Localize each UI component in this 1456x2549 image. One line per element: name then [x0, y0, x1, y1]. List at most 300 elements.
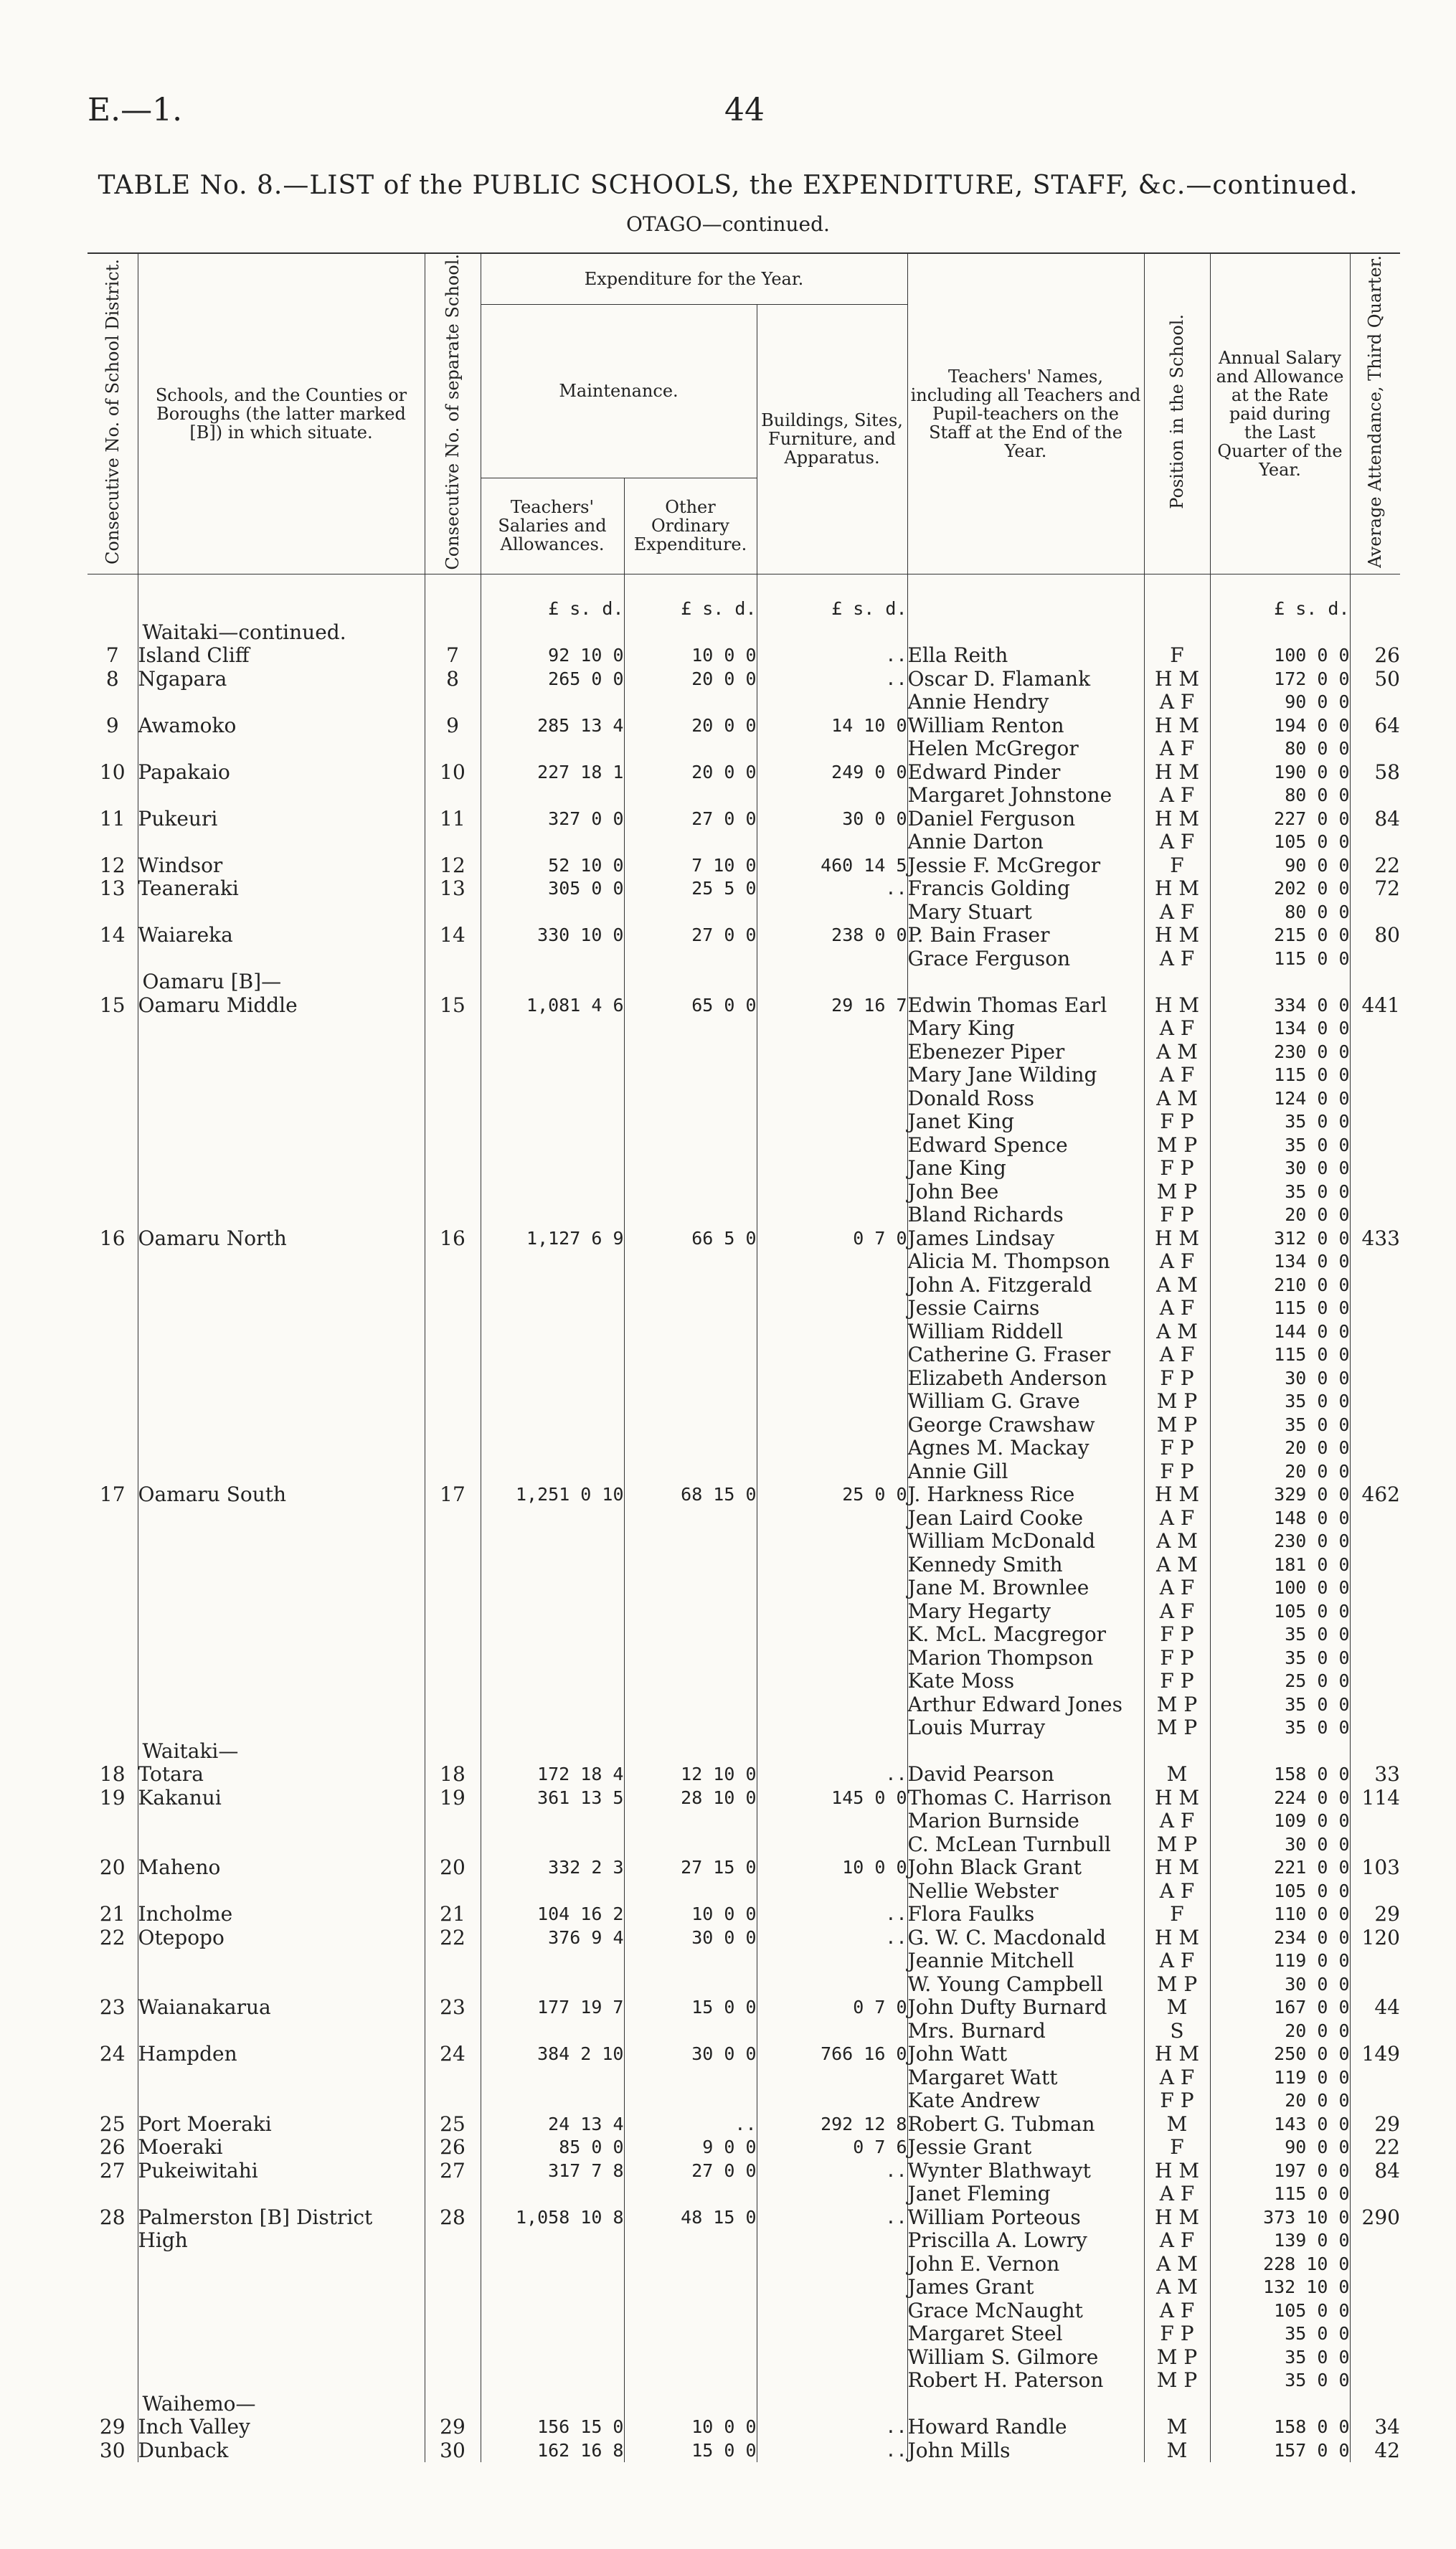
teacher-position: A F: [1144, 901, 1210, 924]
average-attendance: [1350, 1414, 1400, 1437]
table-title: TABLE No. 8.—LIST of the PUBLIC SCHOOLS, the EXPENDITURE, STAFF, &c.—continued.: [98, 171, 1358, 200]
district-number: [88, 1414, 138, 1437]
buildings-expenditure: [757, 831, 907, 854]
teacher-position: H M: [1144, 714, 1210, 738]
district-number: 7: [105, 643, 119, 668]
teachers-salaries: [481, 2393, 624, 2416]
annual-salary: 35 0 0: [1210, 1647, 1350, 1670]
annual-salary: 109 0 0: [1210, 1810, 1350, 1833]
teacher-name: Jeannie Mitchell: [907, 1949, 1144, 1973]
other-expenditure: [624, 2393, 757, 2416]
district-number: [88, 2183, 138, 2206]
teachers-salaries: [481, 1297, 624, 1320]
average-attendance: [1350, 2066, 1400, 2090]
average-attendance: [1350, 2183, 1400, 2206]
teacher-position: H M: [1144, 761, 1210, 785]
teachers-salaries: 227 18 1: [481, 761, 624, 785]
school-name: [138, 1064, 425, 1087]
group-heading-row: [88, 1740, 1400, 1764]
annual-salary: 158 0 0: [1210, 2416, 1350, 2439]
annual-salary: 90 0 0: [1210, 854, 1350, 878]
teacher-name: Mrs. Burnard: [907, 2020, 1144, 2043]
average-attendance: 64: [1350, 714, 1400, 738]
school-name: [138, 1576, 425, 1600]
group-heading-row: [88, 2393, 1400, 2416]
annual-salary: 100 0 0: [1210, 644, 1350, 668]
teacher-name: Mary Hegarty: [907, 1600, 1144, 1624]
teachers-salaries: 104 16 2: [481, 1903, 624, 1926]
school-name: [138, 1530, 425, 1553]
table-row: [88, 2089, 1400, 2113]
average-attendance: [1350, 2322, 1400, 2346]
school-name: Maheno: [138, 1856, 425, 1880]
district-number: [88, 2369, 138, 2393]
other-expenditure: [624, 1600, 757, 1624]
school-number: [425, 2322, 481, 2346]
school-number: [425, 1600, 481, 1624]
table-row: [88, 1973, 1400, 1997]
annual-salary: 20 0 0: [1210, 2089, 1350, 2113]
table-row: [88, 1623, 1400, 1647]
buildings-expenditure: [757, 737, 907, 761]
school-name: [138, 1716, 425, 1740]
annual-salary: 167 0 0: [1210, 1996, 1350, 2020]
group-heading-row: [88, 970, 1400, 994]
district-number: [88, 1157, 138, 1181]
annual-salary: 20 0 0: [1210, 2020, 1350, 2043]
school-name: Hampden: [138, 2043, 425, 2066]
teacher-position: F P: [1144, 2089, 1210, 2113]
table-row: [88, 2253, 1400, 2276]
district-number: 9: [105, 713, 119, 737]
other-expenditure: [624, 2253, 757, 2276]
school-number: [425, 1553, 481, 1577]
teacher-name: William McDonald: [907, 1530, 1144, 1553]
district-number: [88, 1553, 138, 1577]
other-expenditure: [624, 1530, 757, 1553]
school-number: [425, 2089, 481, 2113]
teacher-name: Janet King: [907, 1110, 1144, 1134]
teacher-name: Robert G. Tubman: [907, 2113, 1144, 2137]
group-heading: Oamaru [B]—: [138, 970, 425, 994]
district-number: [88, 1833, 138, 1857]
teachers-salaries: [481, 2276, 624, 2299]
table-row: [88, 1017, 1400, 1041]
district-number: [88, 1297, 138, 1320]
buildings-expenditure: [757, 2020, 907, 2043]
annual-salary: 105 0 0: [1210, 1600, 1350, 1624]
group-heading-row: [88, 621, 1400, 645]
average-attendance: [1350, 1320, 1400, 1344]
school-number: [425, 1343, 481, 1367]
annual-salary: 105 0 0: [1210, 831, 1350, 854]
teacher-position: F P: [1144, 1647, 1210, 1670]
table-row: [88, 1343, 1400, 1367]
other-expenditure: [624, 2089, 757, 2113]
annual-salary: 35 0 0: [1210, 2346, 1350, 2370]
teacher-name: [907, 621, 1144, 645]
buildings-expenditure: 0 7 6: [757, 2136, 907, 2160]
document-code: E.—1.: [88, 92, 183, 128]
district-number: [88, 1460, 138, 1484]
annual-salary: 234 0 0: [1210, 1926, 1350, 1950]
annual-salary: 115 0 0: [1210, 2183, 1350, 2206]
teachers-salaries: 1,058 10 8: [481, 2206, 624, 2230]
teachers-salaries: 92 10 0: [481, 644, 624, 668]
teacher-name: Elizabeth Anderson: [907, 1367, 1144, 1391]
teacher-name: Edward Pinder: [907, 761, 1144, 785]
teacher-name: Daniel Ferguson: [907, 808, 1144, 831]
teachers-salaries: 285 13 4: [481, 714, 624, 738]
teacher-name: Marion Burnside: [907, 1810, 1144, 1833]
buildings-expenditure: ..: [757, 2206, 907, 2230]
average-attendance: [1350, 1880, 1400, 1904]
buildings-expenditure: ..: [757, 1903, 907, 1926]
teachers-salaries: [481, 2183, 624, 2206]
school-number: [425, 2346, 481, 2370]
district-number: 26: [99, 2135, 126, 2160]
buildings-expenditure: 10 0 0: [757, 1856, 907, 1880]
annual-salary: 373 10 0: [1210, 2206, 1350, 2230]
teachers-salaries: [481, 1693, 624, 1717]
school-number: 28: [425, 2206, 481, 2230]
district-number: [88, 1530, 138, 1553]
teachers-salaries: 305 0 0: [481, 877, 624, 901]
teacher-position: H M: [1144, 877, 1210, 901]
other-expenditure: 27 0 0: [624, 808, 757, 831]
average-attendance: [1350, 831, 1400, 854]
buildings-expenditure: 238 0 0: [757, 924, 907, 947]
table-row: [88, 2136, 1400, 2160]
school-number: [425, 1157, 481, 1181]
school-name: High: [138, 2229, 425, 2253]
annual-salary: 143 0 0: [1210, 2113, 1350, 2137]
teacher-name: Edward Spence: [907, 1134, 1144, 1158]
annual-salary: 90 0 0: [1210, 2136, 1350, 2160]
annual-salary: 90 0 0: [1210, 691, 1350, 714]
district-number: [88, 1716, 138, 1740]
other-expenditure: 15 0 0: [624, 1996, 757, 2020]
district-number: 30: [99, 2438, 126, 2462]
school-name: Pukeiwitahi: [138, 2160, 425, 2183]
table-row: [88, 761, 1400, 785]
school-name: Waiareka: [138, 924, 425, 947]
header-consec-district: Consecutive No. of School District.: [102, 259, 123, 565]
buildings-expenditure: [757, 1810, 907, 1833]
school-name: [138, 1390, 425, 1414]
teachers-salaries: [481, 1320, 624, 1344]
teacher-position: [1144, 970, 1210, 994]
teacher-position: H M: [1144, 994, 1210, 1018]
school-name: [138, 1041, 425, 1064]
other-expenditure: 20 0 0: [624, 761, 757, 785]
buildings-expenditure: [757, 2393, 907, 2416]
teachers-salaries: [481, 784, 624, 808]
teacher-name: James Lindsay: [907, 1227, 1144, 1251]
average-attendance: [1350, 947, 1400, 971]
annual-salary: 115 0 0: [1210, 1343, 1350, 1367]
teacher-position: A F: [1144, 2066, 1210, 2090]
teachers-salaries: 330 10 0: [481, 924, 624, 947]
teacher-name: Kate Moss: [907, 1670, 1144, 1693]
district-number: 24: [99, 2042, 126, 2066]
teacher-position: A F: [1144, 1064, 1210, 1087]
school-name: [138, 737, 425, 761]
teacher-name: John A. Fitzgerald: [907, 1274, 1144, 1297]
school-number: [425, 2369, 481, 2393]
average-attendance: [1350, 1297, 1400, 1320]
buildings-expenditure: [757, 1833, 907, 1857]
annual-salary: 194 0 0: [1210, 714, 1350, 738]
teacher-name: Robert H. Paterson: [907, 2369, 1144, 2393]
annual-salary: 119 0 0: [1210, 1949, 1350, 1973]
teachers-salaries: 85 0 0: [481, 2136, 624, 2160]
teacher-name: Edwin Thomas Earl: [907, 994, 1144, 1018]
teacher-name: Margaret Steel: [907, 2322, 1144, 2346]
school-name: Pukeuri: [138, 808, 425, 831]
buildings-expenditure: [757, 1087, 907, 1111]
table-row: [88, 1600, 1400, 1624]
group-heading: Waihemo—: [138, 2393, 425, 2416]
district-number: [88, 1064, 138, 1087]
teacher-name: [907, 1740, 1144, 1764]
other-expenditure: [624, 2369, 757, 2393]
teacher-name: Grace McNaught: [907, 2299, 1144, 2323]
teacher-position: F P: [1144, 1203, 1210, 1227]
school-number: [425, 2276, 481, 2299]
teacher-name: James Grant: [907, 2276, 1144, 2299]
buildings-expenditure: [757, 1110, 907, 1134]
annual-salary: 80 0 0: [1210, 737, 1350, 761]
table-row: [88, 1203, 1400, 1227]
other-expenditure: 10 0 0: [624, 2416, 757, 2439]
average-attendance: 58: [1350, 761, 1400, 785]
other-expenditure: [624, 1064, 757, 1087]
group-heading: Waitaki—: [138, 1740, 425, 1764]
other-expenditure: 68 15 0: [624, 1483, 757, 1507]
teacher-name: John Bee: [907, 1181, 1144, 1204]
buildings-expenditure: [757, 2183, 907, 2206]
teachers-salaries: [481, 2322, 624, 2346]
average-attendance: [1350, 1274, 1400, 1297]
school-number: [425, 1949, 481, 1973]
average-attendance: [1350, 1087, 1400, 1111]
school-name: [138, 2020, 425, 2043]
teacher-name: Annie Darton: [907, 831, 1144, 854]
teachers-salaries: [481, 1367, 624, 1391]
school-number: 25: [425, 2113, 481, 2137]
school-name: [138, 1600, 425, 1624]
school-name: Moeraki: [138, 2136, 425, 2160]
other-expenditure: 65 0 0: [624, 994, 757, 1018]
teachers-salaries: [481, 2299, 624, 2323]
other-expenditure: [624, 2066, 757, 2090]
table-row: [88, 2020, 1400, 2043]
other-expenditure: [624, 691, 757, 714]
school-number: [425, 901, 481, 924]
buildings-expenditure: [757, 1740, 907, 1764]
teachers-salaries: [481, 1064, 624, 1087]
average-attendance: [1350, 901, 1400, 924]
table-row: [88, 1483, 1400, 1507]
district-number: [88, 1181, 138, 1204]
school-number: 26: [425, 2136, 481, 2160]
school-number: [425, 1274, 481, 1297]
table-row: [88, 784, 1400, 808]
average-attendance: [1350, 1181, 1400, 1204]
buildings-expenditure: [757, 1507, 907, 1531]
teacher-position: M P: [1144, 1414, 1210, 1437]
average-attendance: 80: [1350, 924, 1400, 947]
teacher-name: Louis Murray: [907, 1716, 1144, 1740]
buildings-expenditure: 460 14 5: [757, 854, 907, 878]
annual-salary: 35 0 0: [1210, 1414, 1350, 1437]
teachers-salaries: [481, 2346, 624, 2370]
table-row: [88, 1787, 1400, 1810]
table-row: [88, 2322, 1400, 2346]
teacher-position: H M: [1144, 1227, 1210, 1251]
school-name: Oamaru Middle: [138, 994, 425, 1018]
school-number: [425, 784, 481, 808]
average-attendance: 50: [1350, 668, 1400, 691]
other-expenditure: [624, 970, 757, 994]
school-number: 16: [425, 1227, 481, 1251]
school-number: [425, 737, 481, 761]
average-attendance: 84: [1350, 808, 1400, 831]
school-number: [425, 2183, 481, 2206]
teachers-salaries: [481, 970, 624, 994]
other-expenditure: [624, 1041, 757, 1064]
teacher-name: Mary Stuart: [907, 901, 1144, 924]
teachers-salaries: [481, 1087, 624, 1111]
table-row: [88, 1320, 1400, 1344]
school-number: [425, 1507, 481, 1531]
average-attendance: 33: [1350, 1763, 1400, 1787]
teacher-position: M P: [1144, 1693, 1210, 1717]
teacher-position: A M: [1144, 1274, 1210, 1297]
district-number: [88, 1017, 138, 1041]
district-number: [88, 947, 138, 971]
buildings-expenditure: [757, 1343, 907, 1367]
average-attendance: [1350, 2020, 1400, 2043]
other-expenditure: [624, 2020, 757, 2043]
other-expenditure: [624, 1437, 757, 1460]
district-number: 12: [99, 853, 126, 877]
other-expenditure: [624, 1647, 757, 1670]
teacher-position: H M: [1144, 1787, 1210, 1810]
school-name: [138, 2089, 425, 2113]
buildings-expenditure: [757, 1134, 907, 1158]
teacher-name: Jane King: [907, 1157, 1144, 1181]
table-row: [88, 1134, 1400, 1158]
annual-salary: [1210, 970, 1350, 994]
teachers-salaries: 177 19 7: [481, 1996, 624, 2020]
teacher-name: Jane M. Brownlee: [907, 1576, 1144, 1600]
district-number: [88, 2020, 138, 2043]
buildings-expenditure: [757, 1670, 907, 1693]
teacher-position: H M: [1144, 924, 1210, 947]
buildings-expenditure: [757, 1390, 907, 1414]
teachers-salaries: [481, 1530, 624, 1553]
school-name: [138, 2066, 425, 2090]
teachers-salaries: [481, 2066, 624, 2090]
average-attendance: [1350, 1600, 1400, 1624]
district-number: 21: [99, 1902, 126, 1926]
teacher-name: William G. Grave: [907, 1390, 1144, 1414]
teacher-position: F P: [1144, 1367, 1210, 1391]
school-name: [138, 1203, 425, 1227]
table-row: [88, 1716, 1400, 1740]
school-name: [138, 2276, 425, 2299]
teacher-name: [907, 2393, 1144, 2416]
buildings-expenditure: 30 0 0: [757, 808, 907, 831]
table-row: [88, 1530, 1400, 1553]
teacher-name: Donald Ross: [907, 1087, 1144, 1111]
teacher-position: H M: [1144, 2160, 1210, 2183]
table-row: [88, 877, 1400, 901]
school-name: Oamaru North: [138, 1227, 425, 1251]
teacher-name: Helen McGregor: [907, 737, 1144, 761]
buildings-expenditure: [757, 1017, 907, 1041]
buildings-expenditure: [757, 1600, 907, 1624]
annual-salary: 115 0 0: [1210, 1064, 1350, 1087]
district-number: [88, 831, 138, 854]
average-attendance: 114: [1350, 1787, 1400, 1810]
average-attendance: [1350, 1693, 1400, 1717]
teacher-name: K. McL. Macgregor: [907, 1623, 1144, 1647]
district-number: [88, 784, 138, 808]
teachers-salaries: [481, 1833, 624, 1857]
page-number: 44: [724, 92, 765, 128]
teachers-salaries: [481, 1810, 624, 1833]
teachers-salaries: [481, 691, 624, 714]
district-number: [88, 1880, 138, 1904]
district-number: 27: [99, 2158, 126, 2183]
school-number: [425, 1437, 481, 1460]
annual-salary: 230 0 0: [1210, 1041, 1350, 1064]
other-expenditure: 27 0 0: [624, 924, 757, 947]
school-name: Awamoko: [138, 714, 425, 738]
average-attendance: [1350, 1134, 1400, 1158]
other-expenditure: [624, 947, 757, 971]
school-number: 22: [425, 1926, 481, 1950]
other-expenditure: [624, 2346, 757, 2370]
teachers-salaries: 52 10 0: [481, 854, 624, 878]
average-attendance: [1350, 1017, 1400, 1041]
school-name: [138, 784, 425, 808]
other-expenditure: [624, 1087, 757, 1111]
other-expenditure: [624, 1507, 757, 1531]
other-expenditure: 25 5 0: [624, 877, 757, 901]
teacher-name: David Pearson: [907, 1763, 1144, 1787]
other-expenditure: 15 0 0: [624, 2439, 757, 2463]
average-attendance: [1350, 1833, 1400, 1857]
school-name: Papakaio: [138, 761, 425, 785]
average-attendance: [1350, 1647, 1400, 1670]
other-expenditure: 12 10 0: [624, 1763, 757, 1787]
teacher-position: M P: [1144, 1134, 1210, 1158]
average-attendance: 120: [1350, 1926, 1400, 1950]
teacher-name: Kate Andrew: [907, 2089, 1144, 2113]
school-number: [425, 1064, 481, 1087]
district-number: 20: [99, 1855, 126, 1880]
school-number: [425, 1414, 481, 1437]
header-annual-salary: Annual Salary and Allowance at the Rate paid during the Last Quarter of the Year.: [1210, 253, 1350, 574]
teacher-name: John Mills: [907, 2439, 1144, 2463]
annual-salary: 35 0 0: [1210, 2322, 1350, 2346]
teacher-position: H M: [1144, 2206, 1210, 2230]
table-row: [88, 1507, 1400, 1531]
